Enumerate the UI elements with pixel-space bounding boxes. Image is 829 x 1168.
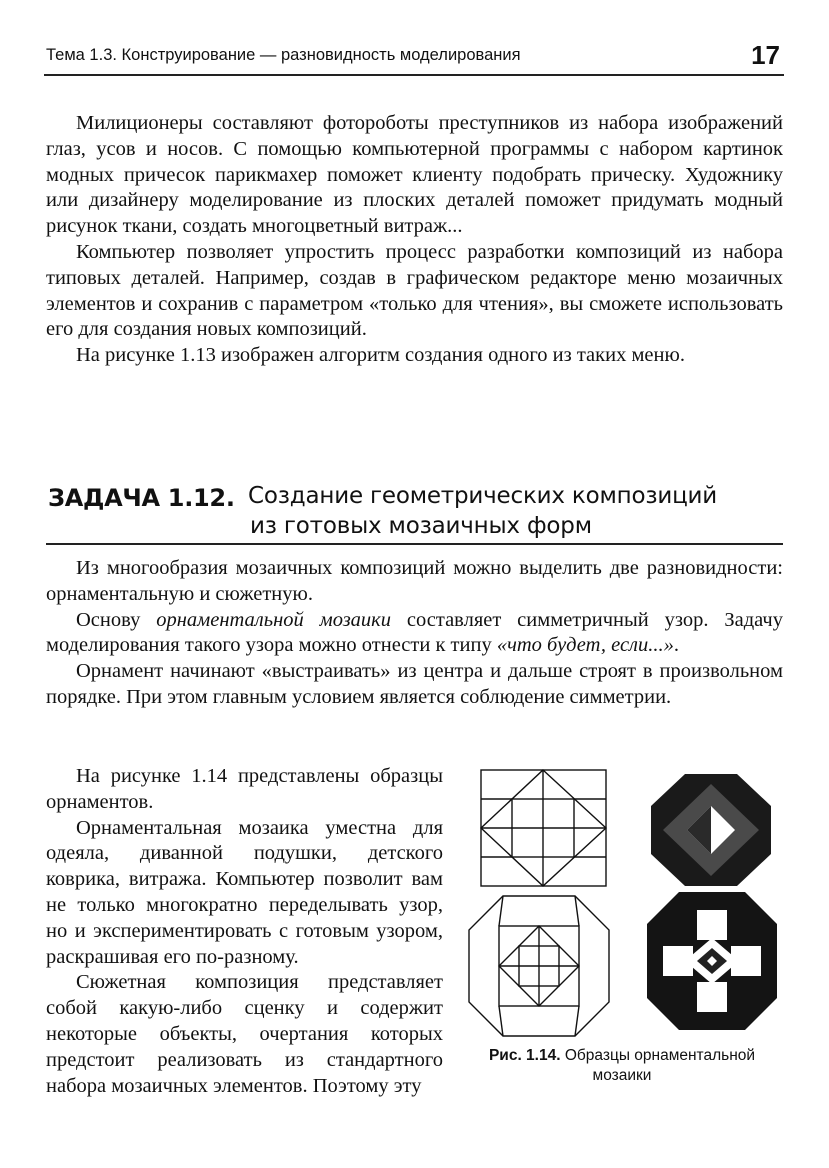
task-number: ЗАДАЧА 1.12. bbox=[48, 484, 235, 512]
paragraph: Орнамент начинают «выстраивать» из центра и дальше строят в произвольном порядке. При этом главным условием является соблюдение симметрии. bbox=[46, 660, 783, 708]
header-topic: Тема 1.3. Конструирование — разновидность моделирования bbox=[46, 46, 521, 64]
caption-text: Образцы орнаментальной мозаики bbox=[564, 1047, 756, 1084]
running-header bbox=[44, 40, 784, 76]
paragraph: Милиционеры составляют фотороботы преступников из набора изображений глаз, усов и носов. С помощью компьютерной программы с набором картинок модных причесок парикмахер поможет клиенту подобрать прическу. Художнику или дизайнеру моделирование из плоских деталей поможет придумать модный рисунок ткани, создать многоцветный витраж... bbox=[46, 112, 783, 238]
paragraph: На рисунке 1.14 представлены образцы орнаментов. bbox=[46, 765, 443, 813]
ornament-figure bbox=[463, 766, 783, 1041]
intro-text bbox=[46, 111, 783, 369]
paragraph: Компьютер позволяет упростить процесс разработки композиций из набора типовых деталей. Например, создав в графическом редакторе меню мозаичных элементов и сохранив с параметром «только для чтения», вы сможете использовать его для создания новых композиций. bbox=[46, 240, 783, 341]
figure-caption bbox=[468, 1046, 776, 1086]
emphasis: орнаментальной мозаики bbox=[156, 608, 392, 631]
paragraph: Основу орнаментальной мозаики составляет симметричный узор. Задачу моделирования такого узора можно отнести к типу «что будет, если...». bbox=[46, 608, 783, 657]
paragraph: Из многообразия мозаичных композиций можно выделить две разновидности: орнаментальную и сюжетную. bbox=[46, 557, 783, 605]
ornament-filled-square bbox=[651, 774, 771, 886]
main-text bbox=[46, 556, 783, 711]
page-number: 17 bbox=[751, 40, 780, 70]
task-title-line1: Создание геометрических композиций bbox=[248, 483, 718, 509]
paragraph: Орнаментальная мозаика уместна для одеяла, диванной подушки, детского коврика, витража. Компьютер позволит вам не только многократно переделывать узор, но и экспериментировать с готовым узором, раскрашивая его по-разному. bbox=[46, 816, 443, 968]
ornament-outline-octagon bbox=[469, 896, 609, 1036]
emphasis: «что будет, если...» bbox=[496, 634, 674, 657]
paragraph: Сюжетная композиция представляет собой какую-либо сценку и содержит некоторые объекты, очертания которых предстоит реализовать из стандартного набора мозаичных элементов. Поэтому эту bbox=[46, 971, 443, 1097]
ornament-filled-octagon bbox=[647, 892, 777, 1030]
paragraph: На рисунке 1.13 изображен алгоритм создания одного из таких меню. bbox=[76, 344, 685, 367]
ornament-outline-square bbox=[481, 770, 606, 886]
task-title-line2: из готовых мозаичных форм bbox=[250, 513, 592, 539]
left-column-text bbox=[46, 764, 443, 1099]
caption-label: Рис. 1.14. bbox=[488, 1047, 561, 1064]
task-heading bbox=[46, 477, 783, 545]
